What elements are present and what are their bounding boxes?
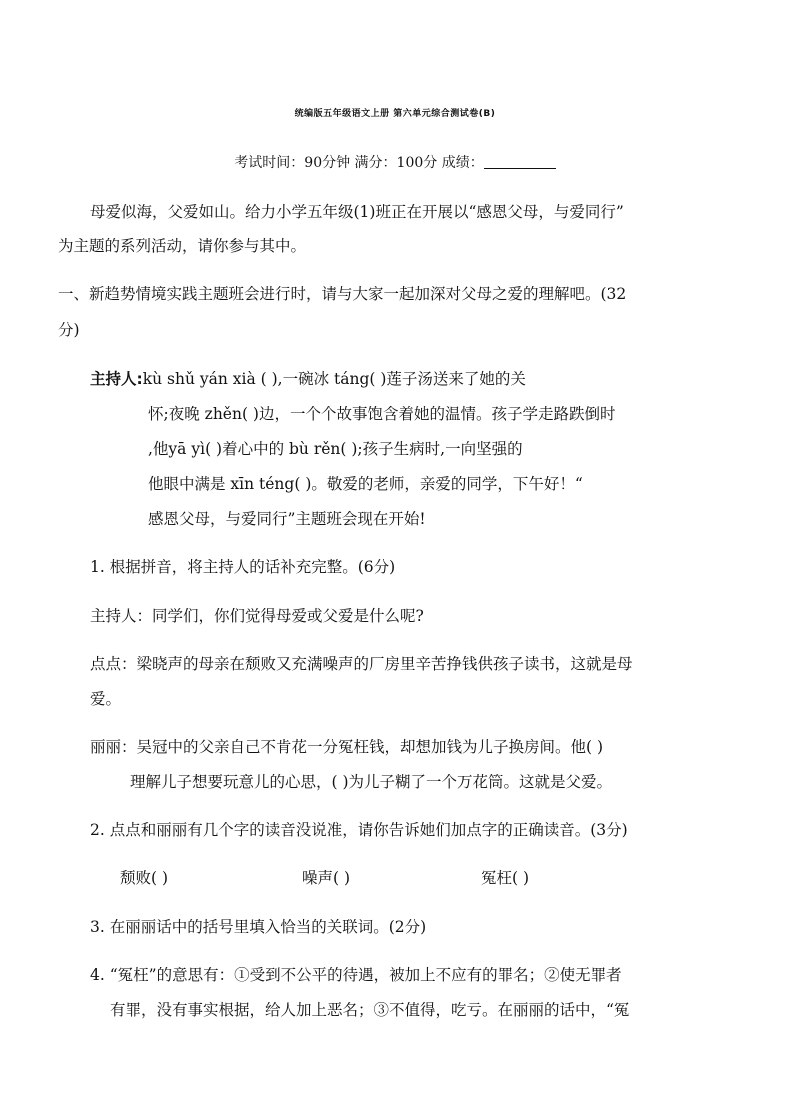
host-text-1: kù shǔ yán xià ( ),一碗冰 táng( )莲子汤送来了她的关: [142, 370, 526, 388]
diandian-line-2: 爱。: [90, 690, 122, 708]
page-title: 统编版五年级语文上册 第六单元综合测试卷(B): [294, 109, 496, 119]
intro-line-2: 为主题的系列活动，请你参与其中。: [58, 237, 307, 255]
q2-item-1: 颓败( ): [120, 869, 169, 887]
lili-line-1: 丽丽：吴冠中的父亲自己不肯花一分冤枉钱，却想加钱为儿子换房间。他( ): [90, 738, 604, 756]
host-label: 主持人:: [90, 370, 143, 388]
question-4-line-1: 4. “冤枉”的意思有：①受到不公平的待遇，被加上不应有的罪名；②使无罪者: [90, 966, 622, 984]
section1-line-2: 分): [58, 321, 80, 339]
exam-info: [0, 152, 790, 172]
host-line-5: 感恩父母，与爱同行”主题班会现在开始!: [148, 510, 426, 528]
question-4-line-2: 有罪，没有事实根据，给人加上恶名；③不值得，吃亏。在丽丽的话中，“冤: [110, 1001, 630, 1019]
host-line-2: 怀;夜晚 zhěn( )边，一个个故事饱含着她的温情。孩子学走路跌倒时: [148, 405, 616, 423]
q2-item-2: 噪声( ): [302, 869, 351, 887]
intro-line-1: 母爱似海，父爱如山。给力小学五年级(1)班正在开展以“感恩父母，与爱同行”: [90, 203, 624, 221]
host-line-4: 他眼中满是 xīn téng( )。敬爱的老师，亲爱的同学，下午好！“: [148, 475, 583, 493]
question-2: 2. 点点和丽丽有几个字的读音没说准，请你告诉她们加点字的正确读音。(3分): [90, 821, 628, 839]
host-ask: 主持人：同学们，你们觉得母爱或父爱是什么呢?: [90, 607, 424, 625]
q2-item-3: 冤枉( ): [481, 869, 530, 887]
question-1: 1. 根据拼音，将主持人的话补充完整。(6分): [90, 558, 396, 576]
lili-line-2: 理解儿子想要玩意儿的心思，( )为儿子糊了一个万花筒。这就是父爱。: [130, 773, 613, 791]
diandian-line-1: 点点：梁晓声的母亲在颓败又充满噪声的厂房里辛苦挣钱供孩子读书，这就是母: [90, 655, 633, 673]
exam-info-text: 考试时间：90分钟 满分：100分 成绩：: [234, 155, 484, 171]
section1-line-1: 一、新趋势情境实践主题班会进行时，请与大家一起加深对父母之爱的理解吧。(32: [58, 285, 627, 303]
question-3: 3. 在丽丽话中的括号里填入恰当的关联词。(2分): [90, 918, 427, 936]
host-line-3: ,他yā yì( )着心中的 bù rěn( );孩子生病时,一向坚强的: [148, 440, 523, 458]
score-blank: [484, 154, 556, 169]
host-line-1: [90, 369, 526, 389]
